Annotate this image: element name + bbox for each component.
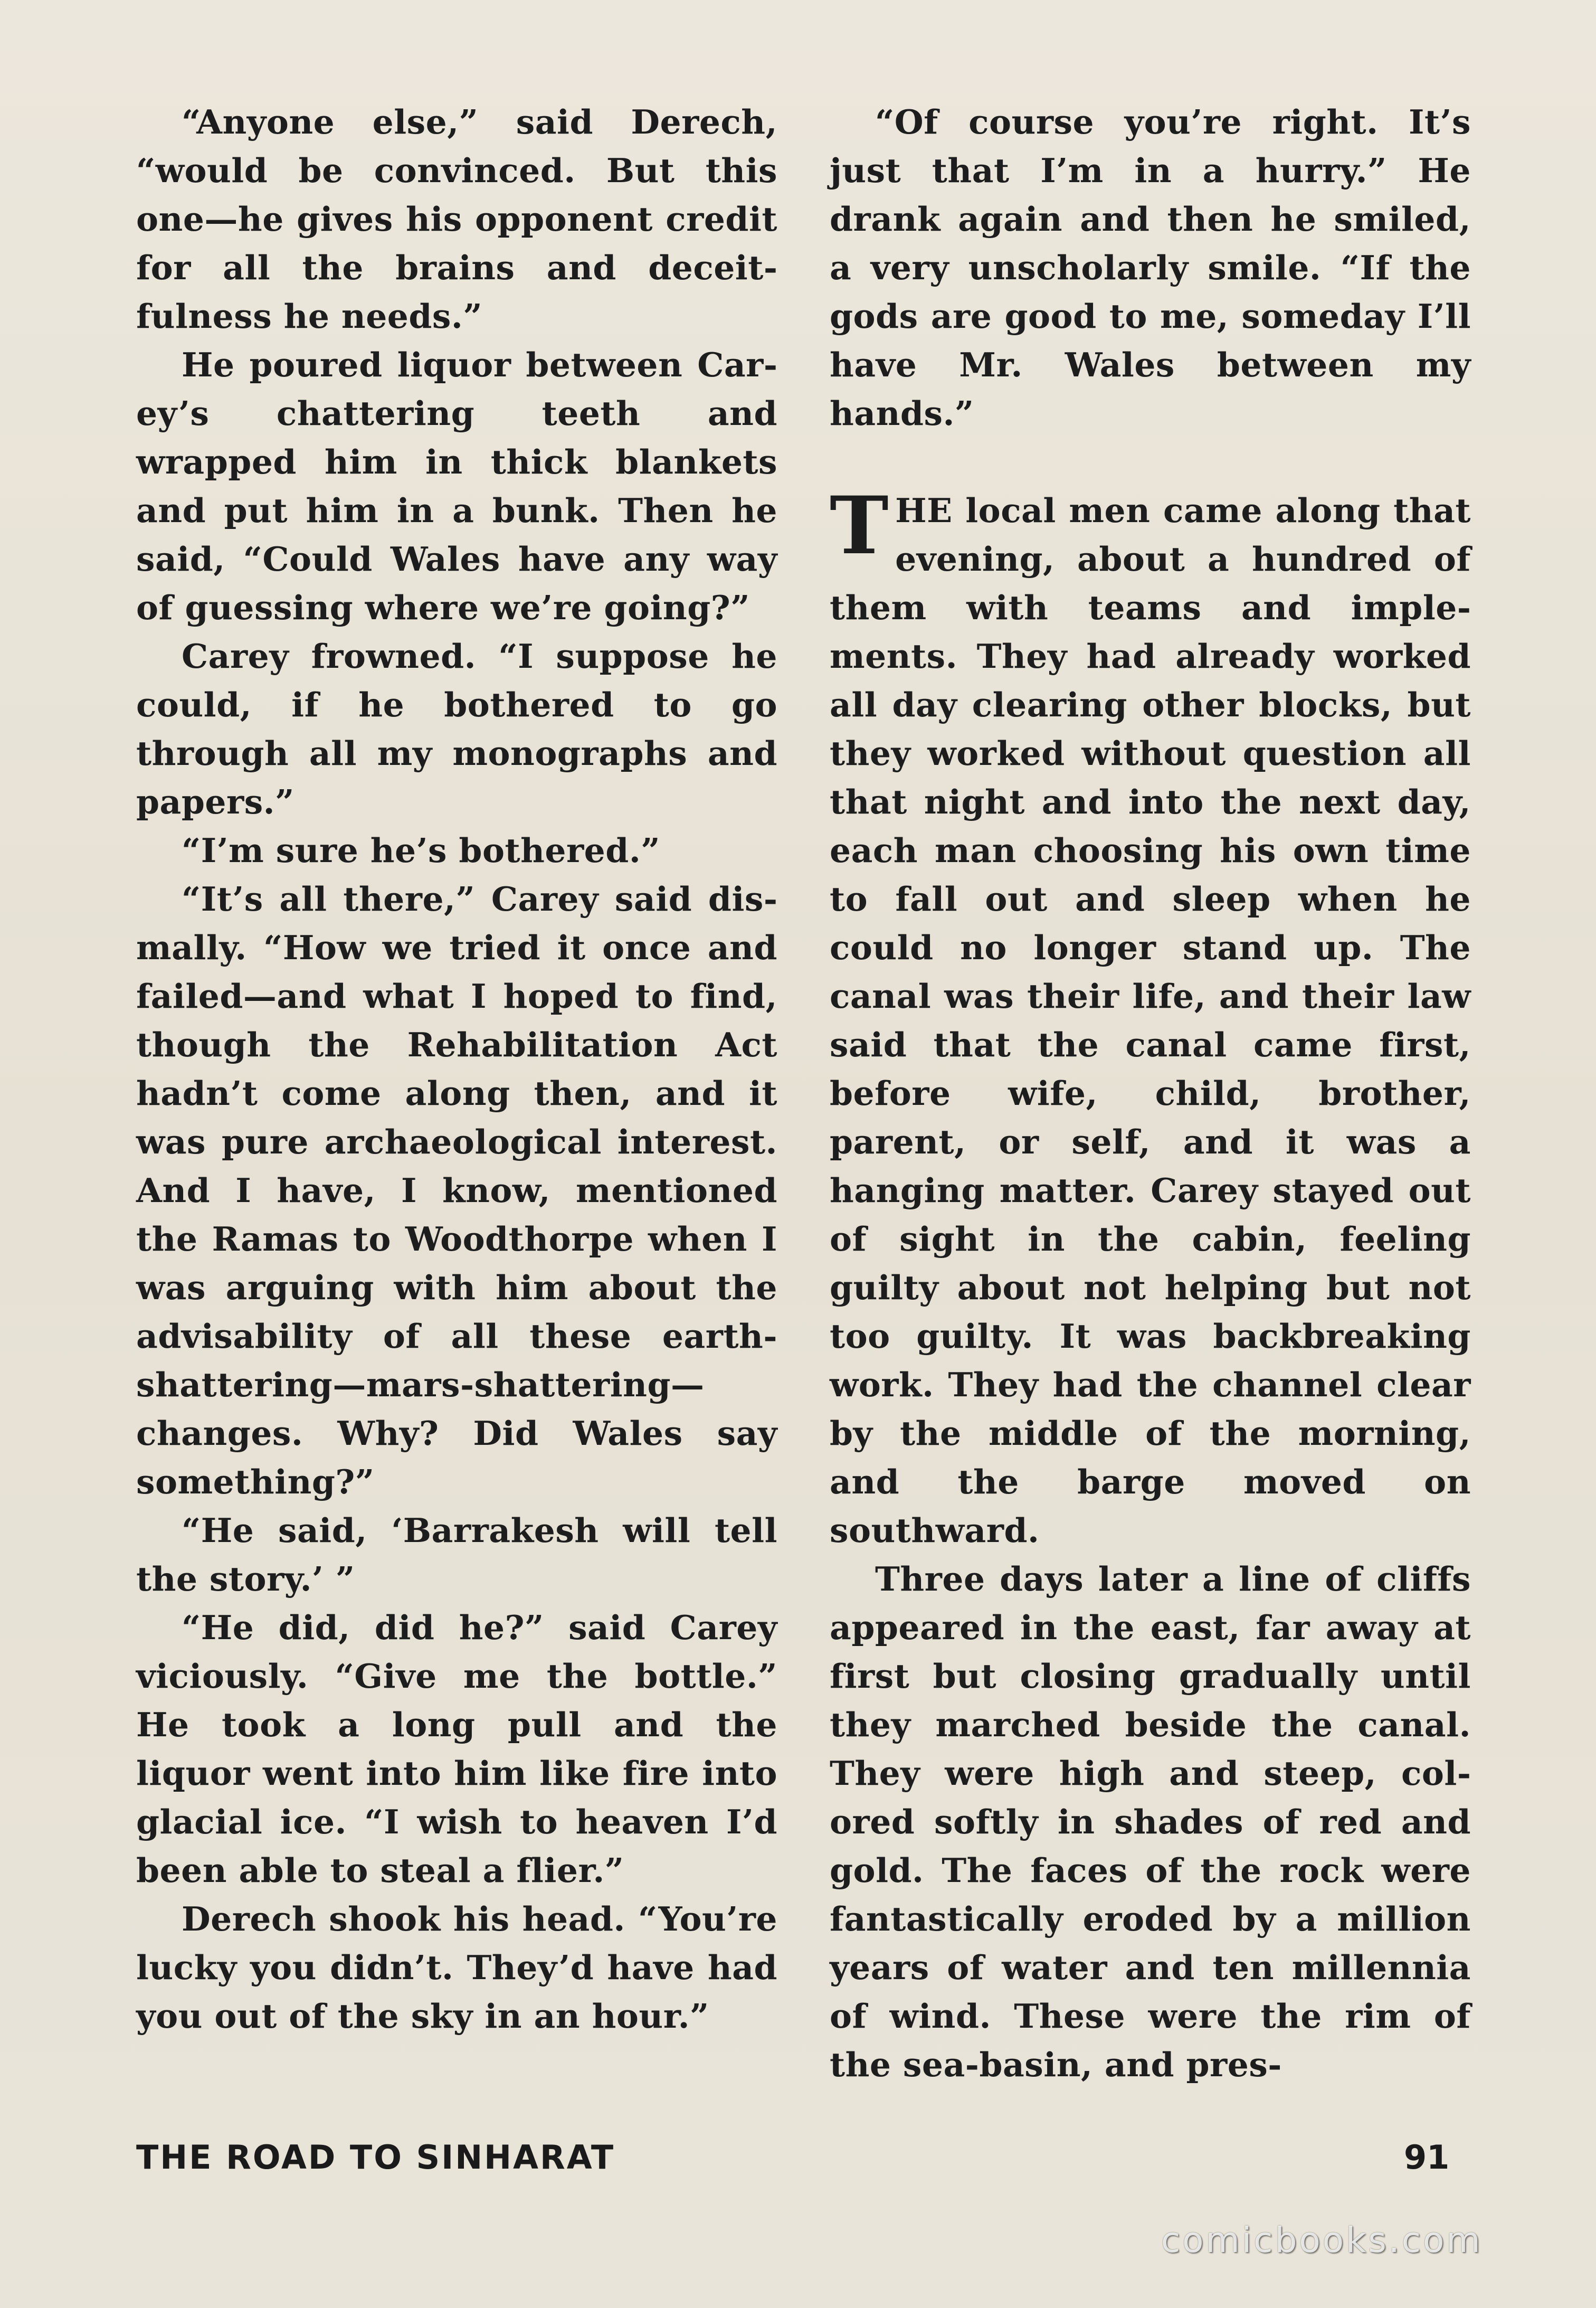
- paragraph: “Anyone else,” said Derech, “would be convinced. But this one—he gives his opponent credit for all the brains and deceitfulness he needs.”: [136, 102, 777, 336]
- paragraph: “Of course you’re right. It’s just that I’m in a hurry.” He drank again and then he smiled, a very unscholarly smile. “If the gods are good to me, someday I’ll have Mr. Wales between my hands.”: [830, 102, 1471, 433]
- left-text-column: [136, 98, 777, 2040]
- paragraph: He poured liquor between Carey’s chattering teeth and wrapped him in thick blankets and put him in a bunk. Then he said, “Could Wales have any way of guessing where we’re going?”: [136, 345, 777, 627]
- paragraph: “He said, ‘Barrakesh will tell the story.’ ”: [136, 1511, 777, 1598]
- running-footer-title: THE ROAD TO SINHARAT: [136, 2138, 615, 2177]
- paragraph: Carey frowned. “I suppose he could, if he bothered to go through all my monographs and papers.”: [136, 637, 777, 821]
- paragraph: “It’s all there,” Carey said dismally. “How we tried it once and failed—and what I hoped to find, though the Rehabilitation Act hadn’t come along then, and it was pure archaeological interest. And I have, I know, mentioned the Ramas to Woodthorpe when I was arguing with him about the advisability of all these earth-shattering—mars-shattering—changes. Why? Did Wales say something?”: [136, 879, 777, 1501]
- paragraph: Derech shook his head. “You’re lucky you didn’t. They’d have had you out of the sky in an hour.”: [136, 1899, 777, 2036]
- watermark: comicbooks.com: [1161, 2220, 1483, 2260]
- paragraph: “I’m sure he’s bothered.”: [182, 831, 660, 870]
- paragraph: Three days later a line of cliffs appeared in the east, far away at first but closing gradually until they marched beside the canal. They were high and steep, colored softly in shades of red and gold. The faces of the rock were fantastically eroded by a million years of water and ten millennia of wind. These were the rim of the sea-basin, and pres-: [830, 1559, 1471, 2084]
- drop-cap-letter: T: [830, 479, 889, 572]
- right-text-column: [830, 98, 1471, 2089]
- page-number: 91: [1404, 2138, 1450, 2177]
- paragraph: “He did, did he?” said Carey viciously. “Give me the bottle.” He took a long pull and the liquor went into him like fire into glacial ice. “I wish to heaven I’d been able to steal a flier.”: [136, 1608, 777, 1890]
- section-break: [830, 438, 1471, 486]
- dropcap-paragraph-text: HE local men came along that evening, about a hundred of them with teams and implements. They had already worked all day clearing other blocks, but they worked without question all that night and into the next day, each man choosing his own time to fall out and sleep when he could no longer stand up. The canal was their life, and their law said that the canal came first, before wife, child, brother, parent, or self, and it was a hanging matter. Carey stayed out of sight in the cabin, feeling guilty about not helping but not too guilty. It was backbreaking work. They had the channel clear by the middle of the morning, and the barge moved on southward.: [830, 491, 1471, 1550]
- dropcap-paragraph: [830, 479, 1471, 1555]
